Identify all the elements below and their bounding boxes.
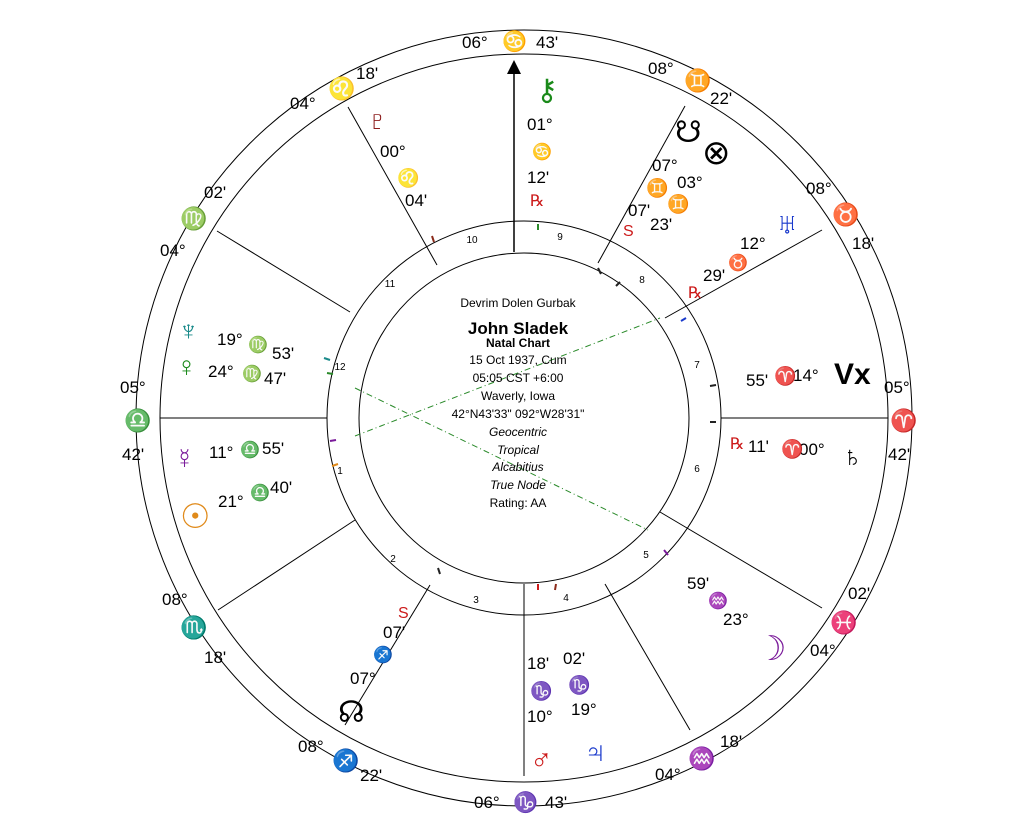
cusp3-minutes: 22' xyxy=(360,766,383,785)
ic-degree: 06° xyxy=(474,793,500,812)
chiron-sign-icon: ♋ xyxy=(532,144,552,161)
sun-degree: 21° xyxy=(218,492,244,511)
mercury-icon: ☿ xyxy=(174,443,195,474)
uranus-sign-icon: ♉ xyxy=(728,255,748,272)
birth-time: 05:05 CST +6:00 xyxy=(472,371,564,385)
mercury-degree: 11° xyxy=(209,443,234,462)
jupiter-minutes: 02' xyxy=(563,649,586,668)
ic-minutes: 43' xyxy=(545,793,568,812)
uranus-minutes: 29' xyxy=(703,266,726,285)
chiron-degree: 01° xyxy=(527,115,553,134)
house-number: 6 xyxy=(694,464,700,475)
fortune-degree: 03° xyxy=(677,173,703,192)
house-number: 9 xyxy=(557,232,563,243)
asc-minutes: 42' xyxy=(122,445,145,464)
house-number: 4 xyxy=(563,593,569,604)
house-number: 10 xyxy=(466,235,478,246)
house-number: 7 xyxy=(694,360,700,371)
mc-minutes: 43' xyxy=(536,33,559,52)
moon-sign-icon: ♒ xyxy=(708,593,728,610)
cusp2-sign-icon: ♏ xyxy=(180,615,208,640)
vertex-degree: 14° xyxy=(793,366,819,385)
pluto-sign-icon: ♌ xyxy=(397,168,420,188)
moon-minutes: 59' xyxy=(687,574,710,593)
house-number: 11 xyxy=(384,279,396,290)
cusp-labels xyxy=(120,29,917,814)
chiron-icon: ⚷ xyxy=(536,74,558,107)
saturn-sign-icon: ♈ xyxy=(781,439,804,459)
cusp8-sign-icon: ♉ xyxy=(832,202,860,227)
birth-place: Waverly, Iowa xyxy=(480,389,556,403)
pluto-icon: ♇ xyxy=(367,105,388,136)
venus-degree: 24° xyxy=(208,362,234,381)
saturn-degree: 00° xyxy=(799,440,825,459)
neptune-minutes: 53' xyxy=(272,344,295,363)
author: Devrim Dolen Gurbak xyxy=(460,296,576,310)
mc-sign-icon: ♋ xyxy=(502,31,527,53)
house-system: Alcabitius xyxy=(492,460,544,474)
zodiac: Tropical xyxy=(497,443,539,457)
moon-degree: 23° xyxy=(723,610,749,629)
cusp3-sign-icon: ♐ xyxy=(332,748,360,773)
mars-icon: ♂ xyxy=(530,744,553,777)
zodiac-system: Geocentric xyxy=(488,425,548,439)
jupiter-degree: 19° xyxy=(571,700,597,719)
house-number: 3 xyxy=(473,595,479,606)
cusp11-minutes: 18' xyxy=(356,64,379,83)
sun-minutes: 40' xyxy=(270,478,293,497)
north-node-sign-icon: ♐ xyxy=(373,647,393,664)
moon-icon: ☽ xyxy=(756,630,787,668)
cusp6-minutes: 02' xyxy=(848,584,871,603)
vertex-sign-icon: ♈ xyxy=(774,366,797,386)
cusp11-degree: 04° xyxy=(290,94,316,113)
south-node-flag: S xyxy=(623,223,634,240)
jupiter-sign-icon: ♑ xyxy=(568,675,591,695)
saturn-icon: ♄ xyxy=(842,441,863,472)
house-number: 12 xyxy=(334,362,346,373)
venus-sign-icon: ♍ xyxy=(242,366,262,383)
venus-icon: ♀ xyxy=(176,351,197,382)
neptune-degree: 19° xyxy=(217,330,243,349)
mars-minutes: 18' xyxy=(527,654,550,673)
house-number: 5 xyxy=(643,550,649,561)
cusp2-minutes: 18' xyxy=(204,648,227,667)
cusp5-sign-icon: ♒ xyxy=(688,746,716,771)
sun-sign-icon: ♎ xyxy=(250,485,270,502)
vertex-minutes: 55' xyxy=(746,371,769,390)
cusp12-sign-icon: ♍ xyxy=(180,206,208,231)
mercury-minutes: 55' xyxy=(262,439,285,458)
birth-date: 15 Oct 1937, Cum xyxy=(469,353,567,367)
sun-icon: ☉ xyxy=(180,498,211,536)
cusp5-degree: 04° xyxy=(655,765,681,784)
pluto-minutes: 04' xyxy=(405,191,428,210)
dsc-degree: 05° xyxy=(884,378,910,397)
uranus-degree: 12° xyxy=(740,234,766,253)
retrograde-icon: ℞ xyxy=(530,193,545,210)
dsc-minutes: 42' xyxy=(888,445,911,464)
cusp9-sign-icon: ♊ xyxy=(684,68,712,93)
house-number: 8 xyxy=(639,275,645,286)
midheaven-arrow xyxy=(507,60,521,252)
fortune-minutes: 23' xyxy=(650,215,673,234)
rating: Rating: AA xyxy=(489,496,547,510)
north-node-flag: S xyxy=(398,605,409,622)
mercury-sign-icon: ♎ xyxy=(240,442,260,459)
house-number: 1 xyxy=(337,466,343,477)
dsc-sign-icon: ♈ xyxy=(890,408,918,433)
cusp9-minutes: 22' xyxy=(710,89,733,108)
cusp2-degree: 08° xyxy=(162,590,188,609)
south-node-sign-icon: ♊ xyxy=(646,178,669,198)
cusp12-minutes: 02' xyxy=(204,183,227,202)
coordinates: 42°N43'33" 092°W28'31" xyxy=(451,407,585,421)
retrograde-icon: ℞ xyxy=(730,436,745,453)
cusp9-degree: 08° xyxy=(648,59,674,78)
pluto-degree: 00° xyxy=(380,142,406,161)
node-type: True Node xyxy=(490,478,546,492)
north-node-minutes: 07' xyxy=(383,623,406,642)
cusp8-degree: 08° xyxy=(806,179,832,198)
neptune-sign-icon: ♍ xyxy=(248,337,268,354)
mars-sign-icon: ♑ xyxy=(530,681,553,701)
house-cusp-lines xyxy=(160,70,888,776)
saturn-minutes: 11' xyxy=(748,437,769,456)
cusp12-degree: 04° xyxy=(160,241,186,260)
part-of-fortune-icon: ⊗ xyxy=(702,134,731,172)
vertex-icon: Vx xyxy=(834,358,871,391)
cusp6-sign-icon: ♓ xyxy=(830,610,858,635)
retrograde-icon: ℞ xyxy=(688,285,703,302)
cusp3-degree: 08° xyxy=(298,737,324,756)
south-node-degree: 07° xyxy=(652,156,678,175)
asc-sign-icon: ♎ xyxy=(124,408,152,433)
asc-degree: 05° xyxy=(120,378,146,397)
fortune-sign-icon: ♊ xyxy=(667,194,690,214)
cusp11-sign-icon: ♌ xyxy=(328,76,356,101)
neptune-icon: ♆ xyxy=(178,315,199,346)
chart-info xyxy=(452,296,585,510)
uranus-icon: ♅ xyxy=(776,208,799,241)
north-node-icon: ☊ xyxy=(338,696,365,729)
ic-sign-icon: ♑ xyxy=(513,792,538,814)
jupiter-icon: ♃ xyxy=(584,736,607,769)
cusp5-minutes: 18' xyxy=(720,732,743,751)
north-node-degree: 07° xyxy=(350,669,376,688)
mc-degree: 06° xyxy=(462,33,488,52)
chart-type: Natal Chart xyxy=(485,336,551,350)
chiron-minutes: 12' xyxy=(527,168,550,187)
mars-degree: 10° xyxy=(527,707,553,726)
south-node-minutes: 07' xyxy=(628,201,651,220)
person-name: John Sladek xyxy=(467,319,569,338)
cusp8-minutes: 18' xyxy=(852,234,875,253)
cusp6-degree: 04° xyxy=(810,641,836,660)
house-number: 2 xyxy=(390,554,396,565)
south-node-icon: ☋ xyxy=(675,116,702,149)
venus-minutes: 47' xyxy=(264,369,287,388)
